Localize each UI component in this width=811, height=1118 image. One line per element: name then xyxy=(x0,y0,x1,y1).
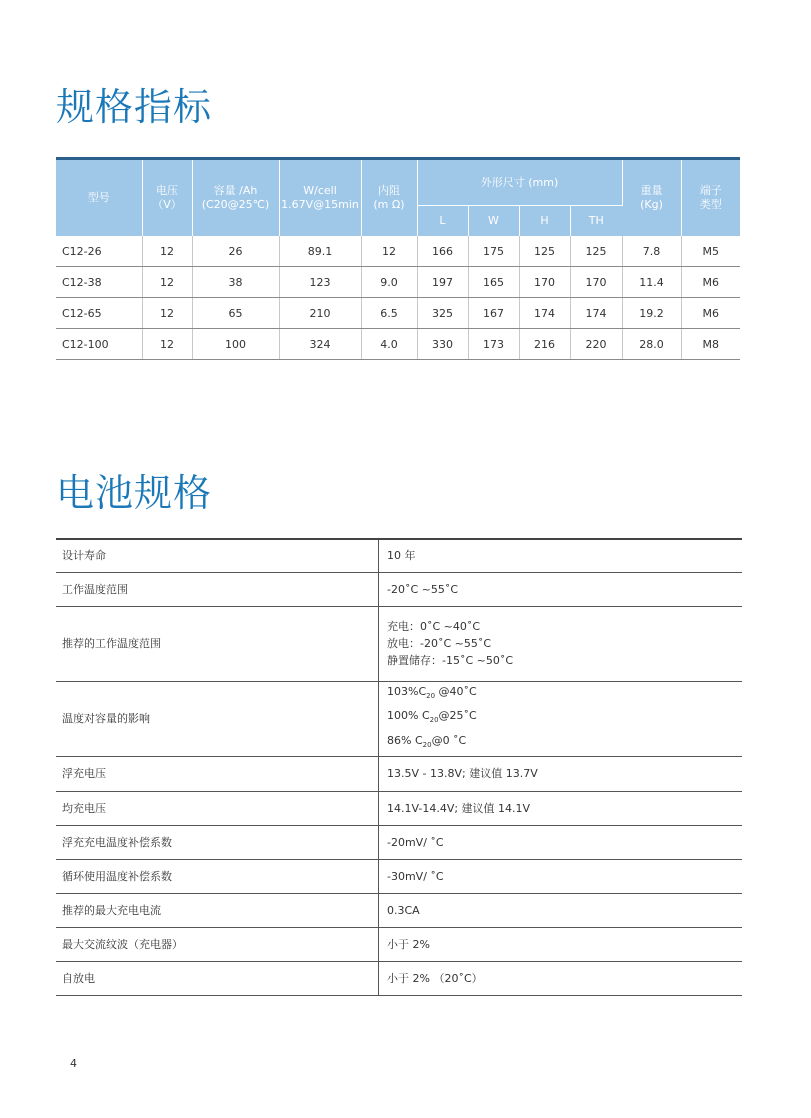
cell-l: 197 xyxy=(417,267,468,298)
header-resistance: 内阻 (m Ω) xyxy=(361,159,417,237)
cell-w: 165 xyxy=(468,267,519,298)
cell-model: C12-26 xyxy=(56,236,142,267)
label-float-temp-comp: 浮充充电温度补偿系数 xyxy=(56,825,379,859)
label-cycle-temp-comp: 循环使用温度补偿系数 xyxy=(56,859,379,893)
cell-capacity: 65 xyxy=(192,298,279,329)
table-row xyxy=(56,298,740,329)
value-temp-effect-0: 86% $C_{20}@0$ ˚C xyxy=(387,733,467,749)
value-float-temp-comp: -20mV/ ˚C xyxy=(379,825,743,859)
cell-resistance: 12 xyxy=(361,236,417,267)
value-discharge-temp: 放电：-20˚C ~55˚C xyxy=(387,637,492,650)
section-title-battery: 电池规格 xyxy=(56,471,213,515)
value-max-ripple: 小于 2% xyxy=(379,927,743,961)
cell-capacity: 26 xyxy=(192,236,279,267)
table-row xyxy=(56,681,742,756)
cell-th: 174 xyxy=(570,298,622,329)
cell-terminal: M6 xyxy=(681,267,740,298)
label-max-charge-current: 推荐的最大充电电流 xyxy=(56,893,379,927)
header-wcell: W/cell 1.67V@15min xyxy=(279,159,361,237)
cell-terminal: M5 xyxy=(681,236,740,267)
label-float-voltage: 浮充电压 xyxy=(56,756,379,791)
label-design-life: 设计寿命 xyxy=(56,539,379,572)
table-row xyxy=(56,539,742,572)
label-max-ripple: 最大交流纹波（充电器） xyxy=(56,927,379,961)
header-dimensions: 外形尺寸 (mm) xyxy=(417,159,622,206)
value-float-voltage: 13.5V - 13.8V; 建议值 13.7V xyxy=(379,756,743,791)
cell-terminal: M6 xyxy=(681,298,740,329)
cell-weight: 28.0 xyxy=(622,329,681,360)
value-temp-effect-40: $103\%C_{20}$ @40˚C xyxy=(387,685,477,701)
value-cycle-temp-comp: -30mV/ ˚C xyxy=(379,859,743,893)
cell-wcell: 210 xyxy=(279,298,361,329)
value-temp-effect xyxy=(379,681,743,756)
cell-l: 330 xyxy=(417,329,468,360)
table-row xyxy=(56,606,742,681)
label-temp-effect: 温度对容量的影响 xyxy=(56,681,379,756)
cell-model: C12-100 xyxy=(56,329,142,360)
cell-wcell: 123 xyxy=(279,267,361,298)
cell-wcell: 89.1 xyxy=(279,236,361,267)
table-row xyxy=(56,859,742,893)
header-dim-th: TH xyxy=(570,206,622,237)
value-temp-effect-25: 100% $C_{20}@25˚C$ xyxy=(387,709,477,725)
table-row xyxy=(56,572,742,606)
cell-voltage: 12 xyxy=(142,298,192,329)
cell-voltage: 12 xyxy=(142,329,192,360)
table-row xyxy=(56,825,742,859)
value-equalize-voltage: 14.1V-14.4V; 建议值 14.1V xyxy=(379,791,743,825)
specs-table xyxy=(56,157,740,360)
header-dim-h: H xyxy=(519,206,570,237)
header-dim-l: L xyxy=(417,206,468,237)
cell-h: 125 xyxy=(519,236,570,267)
label-operating-temp: 工作温度范围 xyxy=(56,572,379,606)
cell-resistance: 9.0 xyxy=(361,267,417,298)
table-row xyxy=(56,329,740,360)
cell-model: C12-38 xyxy=(56,267,142,298)
table-row xyxy=(56,927,742,961)
cell-w: 175 xyxy=(468,236,519,267)
label-equalize-voltage: 均充电压 xyxy=(56,791,379,825)
cell-voltage: 12 xyxy=(142,236,192,267)
cell-weight: 11.4 xyxy=(622,267,681,298)
header-dim-w: W xyxy=(468,206,519,237)
value-recommended-temp xyxy=(379,606,743,681)
cell-h: 170 xyxy=(519,267,570,298)
cell-resistance: 4.0 xyxy=(361,329,417,360)
value-operating-temp: -20˚C ~55˚C xyxy=(379,572,743,606)
label-self-discharge: 自放电 xyxy=(56,961,379,995)
header-terminal: 端子 类型 xyxy=(681,159,740,237)
cell-capacity: 38 xyxy=(192,267,279,298)
value-self-discharge: 小于 2% （20˚C） xyxy=(379,961,743,995)
cell-voltage: 12 xyxy=(142,267,192,298)
cell-th: 125 xyxy=(570,236,622,267)
cell-h: 216 xyxy=(519,329,570,360)
cell-capacity: 100 xyxy=(192,329,279,360)
cell-resistance: 6.5 xyxy=(361,298,417,329)
battery-spec-table xyxy=(56,538,742,996)
cell-weight: 7.8 xyxy=(622,236,681,267)
table-row xyxy=(56,267,740,298)
cell-wcell: 324 xyxy=(279,329,361,360)
value-charge-temp: 充电：0˚C ~40˚C xyxy=(387,620,481,633)
table-row xyxy=(56,236,740,267)
cell-w: 167 xyxy=(468,298,519,329)
header-capacity: 容量 /Ah (C20@25℃) xyxy=(192,159,279,237)
cell-l: 325 xyxy=(417,298,468,329)
value-design-life: 10 年 xyxy=(379,539,743,572)
page-number: 4 xyxy=(70,1057,77,1070)
cell-w: 173 xyxy=(468,329,519,360)
cell-th: 170 xyxy=(570,267,622,298)
table-row xyxy=(56,756,742,791)
cell-th: 220 xyxy=(570,329,622,360)
label-recommended-temp: 推荐的工作温度范围 xyxy=(56,606,379,681)
header-model: 型号 xyxy=(56,159,142,237)
cell-model: C12-65 xyxy=(56,298,142,329)
section-title-specs: 规格指标 xyxy=(56,85,213,129)
cell-terminal: M8 xyxy=(681,329,740,360)
table-row xyxy=(56,961,742,995)
cell-h: 174 xyxy=(519,298,570,329)
header-voltage: 电压 （V） xyxy=(142,159,192,237)
header-weight: 重量 (Kg) xyxy=(622,159,681,237)
cell-weight: 19.2 xyxy=(622,298,681,329)
cell-l: 166 xyxy=(417,236,468,267)
value-max-charge-current: 0.3CA xyxy=(379,893,743,927)
table-row xyxy=(56,893,742,927)
table-row xyxy=(56,791,742,825)
value-storage-temp: 静置储存：-15˚C ~50˚C xyxy=(387,654,514,667)
